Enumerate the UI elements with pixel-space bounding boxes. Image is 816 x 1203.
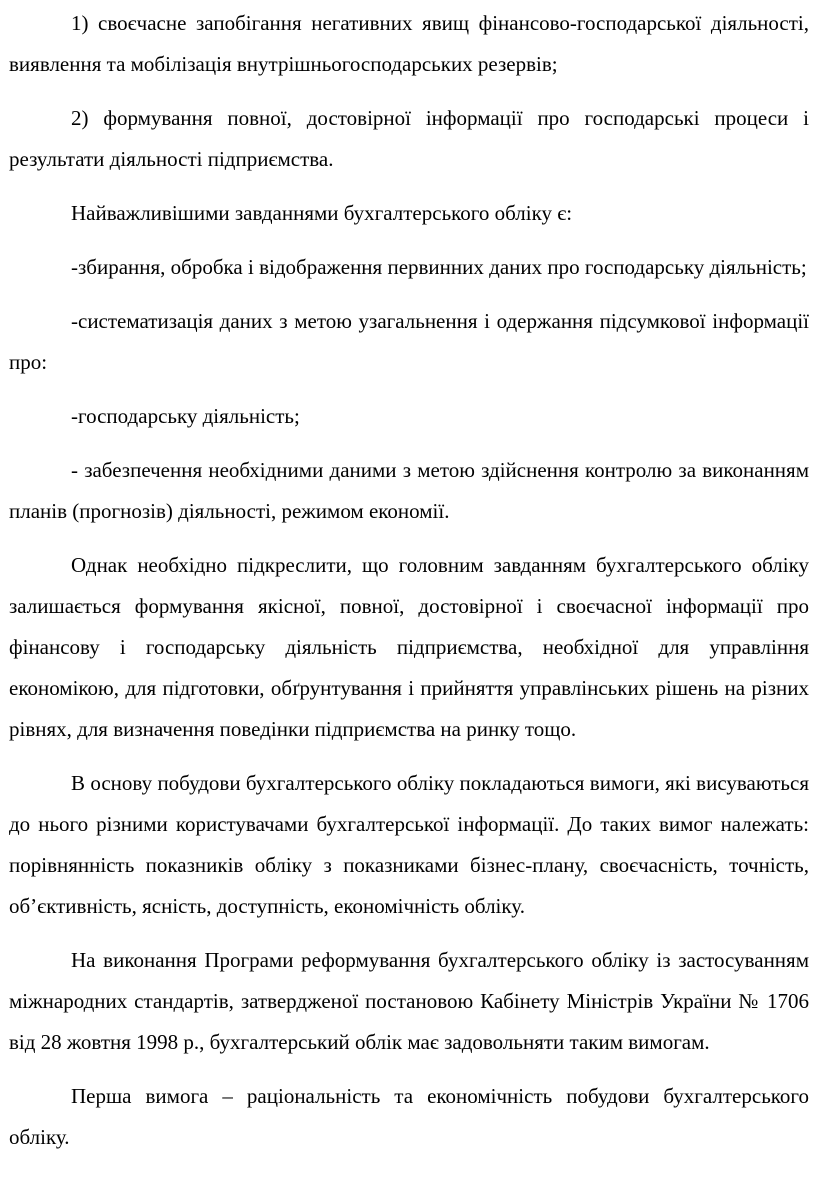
list-item-economic-activity: -господарську діяльність;	[71, 404, 300, 428]
paragraph-reform-program: На виконання Програми реформування бухгалтерського обліку із застосуванням міжнародних стандартів, затвердженої постановою Кабінету Міністрів України № 1706 від 28 жовтня 1998 р., бухгалтерський облік має задовольняти таким вимогам.	[9, 948, 809, 1054]
list-item-systematization: -систематизація даних з метою узагальнення і одержання підсумкової інформації про:	[9, 309, 809, 374]
list-item-control: - забезпечення необхідними даними з метою здійснення контролю за виконанням планів (прогнозів) діяльності, режимом економії.	[9, 458, 809, 523]
paragraph-task-1: 1) своєчасне запобігання негативних явищ фінансово-господарської діяльності, виявлення та мобілізація внутрішньогосподарських резервів;	[9, 11, 809, 76]
paragraph-main-task: Однак необхідно підкреслити, що головним завданням бухгалтерського обліку залишається формування якісної, повної, достовірної і своєчасної інформації про фінансову і господарську діяльність підприємства, необхідної для управління економікою, для підготовки, обґрунтування і прийняття управлінських рішень на різних рівнях, для визначення поведінки підприємства на ринку тощо.	[9, 553, 809, 741]
paragraph-requirements: В основу побудови бухгалтерського обліку покладаються вимоги, які висуваються до нього різними користувачами бухгалтерської інформації. До таких вимог належать: порівнянність показників обліку з показниками бізнес-плану, своєчасність, точність, об’єктивність, ясність, доступність, економічність обліку.	[9, 771, 809, 918]
paragraph-task-2: 2) формування повної, достовірної інформації про господарські процеси і результати діяльності підприємства.	[9, 106, 809, 171]
paragraph-main-tasks-heading: Найважливішими завданнями бухгалтерського обліку є:	[71, 201, 573, 225]
document-page	[9, 3, 809, 1158]
paragraph-first-requirement: Перша вимога – раціональність та економічність побудови бухгалтерського обліку.	[9, 1084, 809, 1149]
list-item-collection: -збирання, обробка і відображення первинних даних про господарську діяльність;	[71, 255, 807, 279]
